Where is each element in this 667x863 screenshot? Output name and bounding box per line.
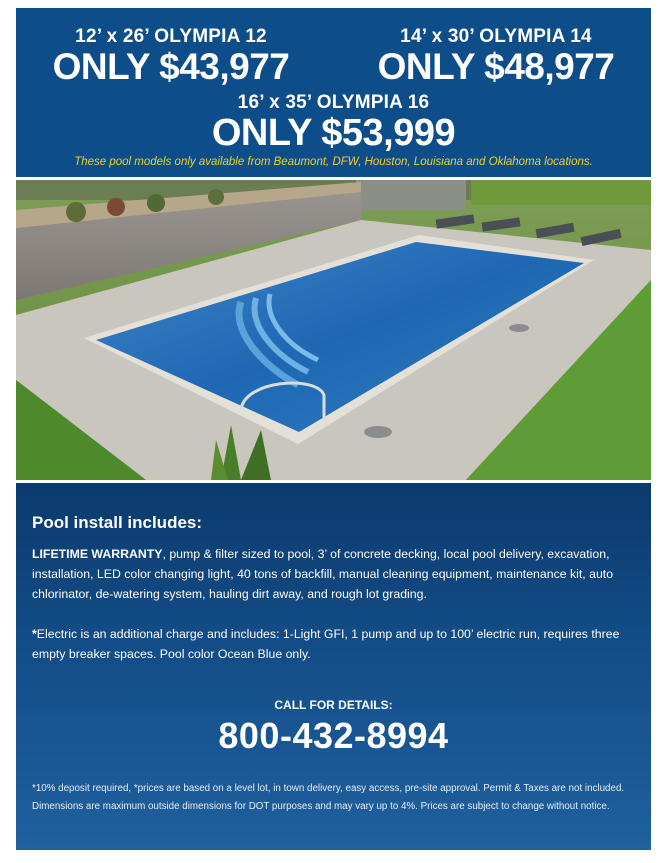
offer-price: ONLY $43,977	[52, 46, 290, 87]
warranty-text: , pump & filter sized to pool, 3’ of concrete decking, local pool delivery, excavation, installation, LED color changing light, 40 tons of backfill, manual cleaning equipment, maintenance kit, auto chlorinator, de-watering system, hauling dirt away, and rough lot grading.	[32, 547, 614, 601]
offer-olympia-16	[16, 92, 651, 152]
electric-text: Electric is an additional charge and includes: 1-Light GFI, 1 pump and up to 100’ electric run, requires three empty breaker spaces. Pool color Ocean Blue only.	[32, 627, 620, 661]
offer-olympia-12	[16, 26, 326, 86]
offer-olympia-14	[346, 26, 646, 86]
offer-size: 16’ x 35’ OLYMPIA 16	[237, 92, 430, 113]
electric-paragraph	[32, 624, 637, 664]
includes-paragraph	[32, 544, 637, 604]
includes-panel	[16, 483, 651, 850]
offer-price: ONLY $48,977	[377, 46, 615, 87]
availability-note: These pool models only available from Beaumont, DFW, Houston, Louisiana and Oklahoma locations.	[74, 156, 593, 168]
phone-number: 800-432-8994	[218, 715, 449, 756]
price-header	[16, 8, 651, 177]
offer-size: 12’ x 26’ OLYMPIA 12	[75, 26, 267, 47]
electric-asterisk: *	[32, 627, 37, 641]
call-label: CALL FOR DETAILS:	[274, 698, 393, 712]
includes-heading: Pool install includes:	[32, 513, 203, 532]
offer-price: ONLY $53,999	[211, 112, 456, 154]
offer-size: 14’ x 30’ OLYMPIA 14	[400, 26, 592, 47]
pool-photo	[16, 180, 651, 480]
warranty-label: LIFETIME WARRANTY	[32, 547, 163, 561]
disclaimer: *10% deposit required, *prices are based on a level lot, in town delivery, easy access, pre-site approval. Permit & Taxes are not included. Dimensions are maximum outside dimensions for DOT purposes and may vary up to 4%. Prices are subject to change without notice.	[32, 783, 625, 812]
